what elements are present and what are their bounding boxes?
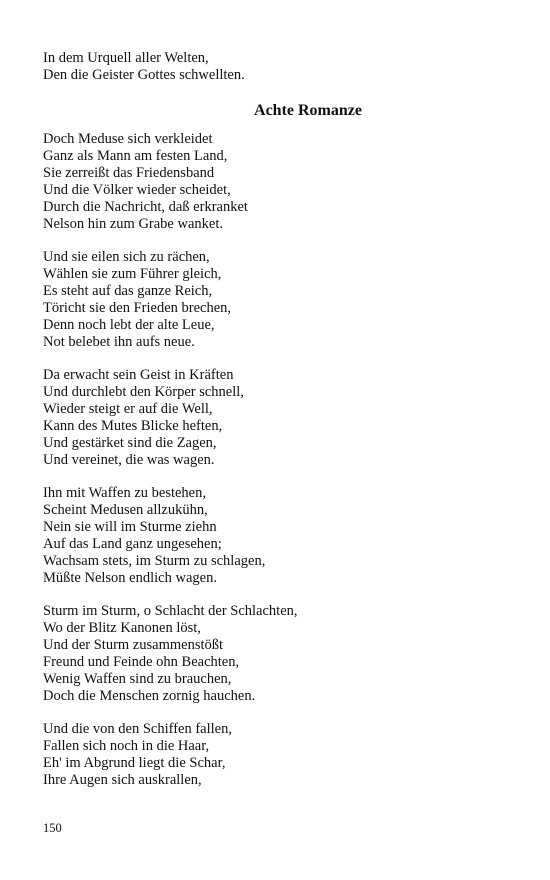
verse-line: Nein sie will im Sturme ziehn (43, 519, 217, 535)
verse-line: Sturm im Sturm, o Schlacht der Schlachten, (43, 603, 298, 619)
verse-line: In dem Urquell aller Welten, (43, 50, 209, 66)
verse-line: Töricht sie den Frieden brechen, (43, 300, 232, 316)
verse-line: Doch Meduse sich verkleidet (43, 131, 213, 147)
verse-line: Wenig Waffen sind zu brauchen, (43, 671, 232, 687)
verse-line: Not belebet ihn aufs neue. (43, 334, 195, 350)
opening-stanza (43, 50, 513, 84)
page-body (43, 50, 513, 805)
stanza (43, 131, 513, 233)
verse-line: Scheint Medusen allzukühn, (43, 502, 208, 518)
stanza (43, 603, 513, 705)
verse-line: Auf das Land ganz ungesehen; (43, 536, 222, 552)
verse-line: Nelson hin zum Grabe wanket. (43, 216, 223, 232)
verse-line: Und sie eilen sich zu rächen, (43, 249, 210, 265)
verse-line: Denn noch lebt der alte Leue, (43, 317, 215, 333)
stanza (43, 485, 513, 587)
verse-line: Den die Geister Gottes schwellten. (43, 67, 245, 83)
section-title: Achte Romanze (254, 102, 362, 119)
verse-line: Und die von den Schiffen fallen, (43, 721, 232, 737)
verse-line: Wählen sie zum Führer gleich, (43, 266, 222, 282)
page-number: 150 (43, 821, 62, 835)
verse-line: Und die Völker wieder scheidet, (43, 182, 231, 198)
verse-line: Und gestärket sind die Zagen, (43, 435, 217, 451)
verse-line: Wieder steigt er auf die Well, (43, 401, 213, 417)
verse-line: Müßte Nelson endlich wagen. (43, 570, 217, 586)
verse-line: Kann des Mutes Blicke heften, (43, 418, 223, 434)
stanza (43, 249, 513, 351)
verse-line: Und vereinet, die was wagen. (43, 452, 215, 468)
verse-line: Und der Sturm zusammenstößt (43, 637, 224, 653)
verse-line: Doch die Menschen zornig hauchen. (43, 688, 256, 704)
verse-line: Ganz als Mann am festen Land, (43, 148, 228, 164)
verse-line: Fallen sich noch in die Haar, (43, 738, 210, 754)
verse-line: Wachsam stets, im Sturm zu schlagen, (43, 553, 266, 569)
verse-line: Da erwacht sein Geist in Kräften (43, 367, 234, 383)
verse-line: Ihn mit Waffen zu bestehen, (43, 485, 206, 501)
poem-stanzas (43, 131, 513, 789)
verse-line: Ihre Augen sich auskrallen, (43, 772, 202, 788)
verse-line: Es steht auf das ganze Reich, (43, 283, 213, 299)
verse-line: Sie zerreißt das Friedensband (43, 165, 215, 181)
verse-line: Durch die Nachricht, daß erkranket (43, 199, 248, 215)
stanza (43, 367, 513, 469)
verse-line: Freund und Feinde ohn Beachten, (43, 654, 240, 670)
verse-line: Und durchlebt den Körper schnell, (43, 384, 244, 400)
verse-line: Eh' im Abgrund liegt die Schar, (43, 755, 226, 771)
stanza (43, 721, 513, 789)
verse-line: Wo der Blitz Kanonen löst, (43, 620, 201, 636)
